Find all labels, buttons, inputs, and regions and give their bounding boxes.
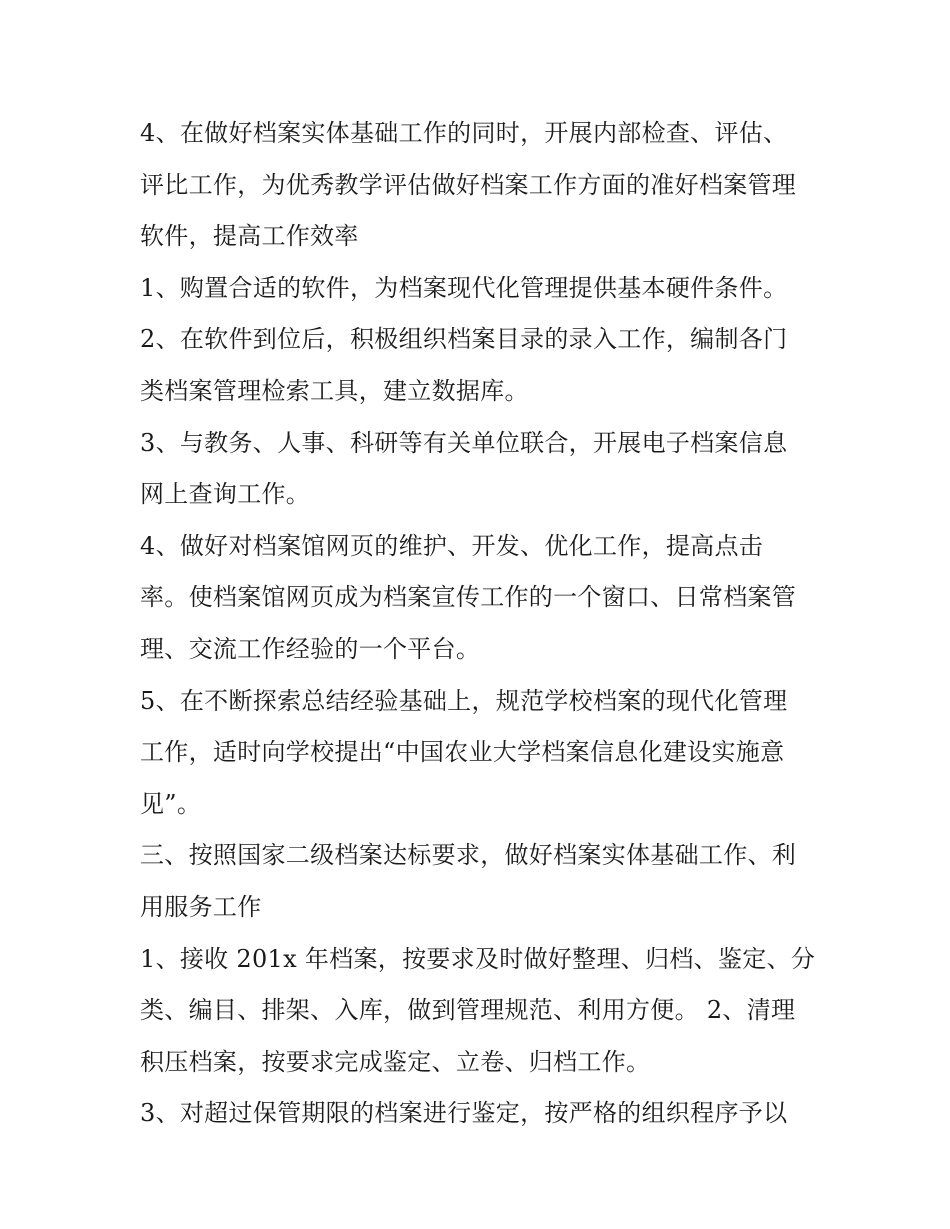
text-line: 5、在不断探索总结经验基础上，规范学校档案的现代化管理: [140, 686, 788, 715]
text-line: 1、购置合适的软件，为档案现代化管理提供基本硬件条件。: [140, 273, 788, 302]
section-heading: 三、按照国家二级档案达标要求，做好档案实体基础工作、利: [140, 841, 797, 870]
text-line: 网上查询工作。: [140, 480, 311, 509]
text-line: 1、接收 201x 年档案，按要求及时做好整理、归档、鉴定、分: [140, 944, 816, 973]
text-line: 4、做好对档案馆网页的维护、开发、优化工作，提高点击: [140, 531, 764, 560]
text-line: 类档案管理检索工具，建立数据库。: [140, 376, 529, 405]
text-line: 评比工作，为优秀教学评估做好档案工作方面的准好档案管理: [140, 170, 797, 199]
text-line: 3、与教务、人事、科研等有关单位联合，开展电子档案信息: [140, 428, 788, 457]
document-body: [140, 108, 820, 1140]
section-heading: 用服务工作: [140, 892, 262, 921]
text-line: 4、在做好档案实体基础工作的同时，开展内部检查、评估、: [140, 119, 788, 147]
text-line: 积压档案，按要求完成鉴定、立卷、归档工作。: [140, 1047, 651, 1076]
text-line: 2、在软件到位后，积极组织档案目录的录入工作，编制各门: [140, 325, 788, 354]
text-line: 类、编目、排架、入库，做到管理规范、利用方便。 2、清理: [140, 996, 796, 1025]
text-line: 理、交流工作经验的一个平台。: [140, 634, 481, 663]
text-line: 3、对超过保管期限的档案进行鉴定，按严格的组织程序予以: [140, 1099, 788, 1128]
text-line: 工作，适时向学校提出“中国农业大学档案信息化建设实施意: [140, 738, 785, 767]
text-line: 见”。: [140, 789, 202, 818]
text-line: 率。使档案馆网页成为档案宣传工作的一个窗口、日常档案管: [140, 583, 797, 612]
text-line: 软件，提高工作效率: [140, 222, 359, 251]
